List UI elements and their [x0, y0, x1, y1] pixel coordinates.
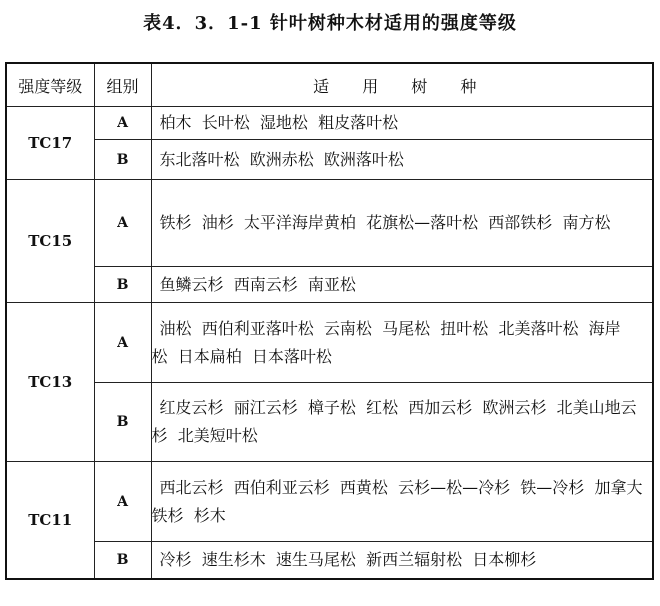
species-name: 速生杉木: [201, 550, 266, 569]
species-name: 湿地松: [259, 113, 308, 132]
header-row: [6, 63, 653, 107]
species-name: 日本柳杉: [472, 550, 537, 569]
table-row: [6, 180, 653, 267]
header-group: 组别: [94, 63, 151, 107]
group-cell: B: [94, 140, 151, 180]
species-name: 铁—冷杉: [520, 477, 585, 497]
table-row: [6, 107, 653, 140]
species-name: 速生马尾松: [275, 550, 356, 569]
table-row: [6, 303, 653, 383]
species-name: 粗皮落叶松: [318, 113, 399, 132]
species-cell: [151, 542, 653, 580]
group-cell: A: [94, 107, 151, 140]
species-name: 红皮云杉: [159, 398, 224, 417]
species-name: 柏木: [159, 113, 192, 132]
header-applicable-species: 适 用 树 种: [151, 63, 653, 107]
group-cell: A: [94, 462, 151, 542]
species-name: 西伯利亚落叶松: [201, 318, 314, 338]
species-name: 鱼鳞云杉: [159, 274, 224, 294]
header-strength-grade: 强度等级: [6, 63, 94, 107]
table-row: [6, 542, 653, 580]
strength-grade-cell: TC11: [6, 462, 94, 580]
species-name: 西黄松: [339, 477, 388, 497]
species-name: 日本扁柏: [177, 346, 242, 366]
species-name: 太平洋海岸黄柏: [243, 213, 356, 232]
species-cell: [151, 140, 653, 180]
group-cell: B: [94, 542, 151, 580]
species-name: 欧洲云杉: [482, 398, 547, 417]
species-name: 油松: [159, 318, 192, 338]
species-name: 南方松: [562, 213, 611, 232]
species-cell: [151, 107, 653, 140]
species-name: 花旗松—落叶松: [366, 213, 479, 232]
table-row: [6, 267, 653, 303]
species-name: 冷杉: [159, 550, 192, 569]
species-name: 西南云杉: [233, 274, 298, 294]
species-name: 扭叶松: [440, 318, 489, 338]
strength-grade-table: [5, 62, 654, 580]
species-name: 北美落叶松: [498, 318, 579, 338]
species-cell: [151, 267, 653, 303]
strength-grade-cell: TC15: [6, 180, 94, 303]
strength-grade-cell: TC13: [6, 303, 94, 462]
group-cell: A: [94, 303, 151, 383]
species-name: 西加云杉: [408, 398, 473, 417]
species-name: 日本落叶松: [251, 346, 332, 366]
species-name: 欧洲赤松: [249, 149, 314, 169]
species-name: 西伯利亚云杉: [233, 477, 330, 497]
species-cell: [151, 383, 653, 462]
table-row: [6, 383, 653, 462]
species-name: 北美短叶松: [177, 426, 258, 445]
species-name: 樟子松: [307, 398, 356, 417]
species-name: 北美山地云杉: [151, 398, 637, 445]
species-name: 云杉—松—冷杉: [398, 477, 511, 497]
table-row: [6, 462, 653, 542]
species-cell: [151, 462, 653, 542]
species-name: 油杉: [201, 213, 234, 232]
species-name: 海岸松: [151, 318, 621, 366]
species-name: 新西兰辐射松: [366, 550, 463, 569]
species-name: 南亚松: [307, 274, 356, 294]
species-name: 西北云杉: [159, 477, 224, 497]
species-name: 杉木: [193, 505, 226, 525]
species-cell: [151, 180, 653, 267]
species-name: 加拿大铁杉: [151, 477, 643, 525]
species-name: 欧洲落叶松: [323, 149, 404, 169]
species-name: 长叶松: [201, 113, 250, 132]
species-name: 东北落叶松: [159, 149, 240, 169]
species-name: 西部铁杉: [488, 213, 553, 232]
group-cell: A: [94, 180, 151, 267]
species-name: 铁杉: [159, 213, 192, 232]
species-name: 云南松: [323, 318, 372, 338]
table-title: 表4．3．1-1 针叶树种木材适用的强度等级: [143, 13, 517, 34]
table-row: [6, 140, 653, 180]
strength-grade-cell: TC17: [6, 107, 94, 180]
species-name: 丽江云杉: [233, 398, 298, 417]
species-name: 马尾松: [382, 318, 431, 338]
group-cell: B: [94, 383, 151, 462]
group-cell: B: [94, 267, 151, 303]
species-name: 红松: [366, 398, 399, 417]
species-cell: [151, 303, 653, 383]
